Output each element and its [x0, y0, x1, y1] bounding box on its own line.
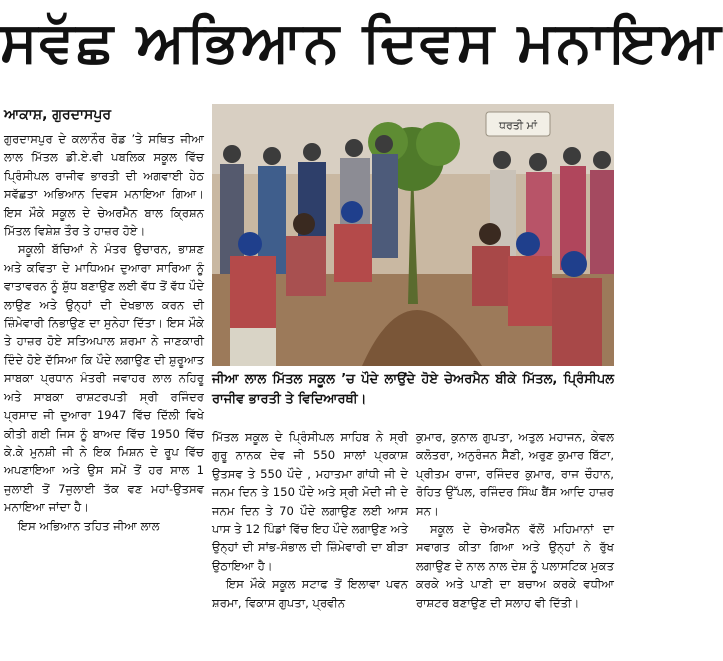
- article-column-middle: [212, 428, 408, 655]
- photo-caption: ਜੀਆ ਲਾਲ ਮਿੱਤਲ ਸਕੂਲ ’ਚ ਪੌਦੇ ਲਾਉਂਦੇ ਹੋਏ ਚੇਅਰਮੈਨ ਬੀਕੇ ਮਿੱਤਲ, ਪ੍ਰਿੰਸੀਪਲ ਰਾਜੀਵ ਭਾਰਤੀ ਤੇ ਵਿਦਿਆਰਥੀ।: [212, 372, 614, 407]
- headline: ਸਵੱਛ ਅਭਿਆਨ ਦਿਵਸ ਮਨਾਇਆ: [0, 10, 723, 75]
- article-column-left: [4, 130, 204, 655]
- news-photo: [212, 104, 614, 366]
- photo-illustration: [212, 104, 614, 366]
- paragraph: ਇਸ ਮੌਕੇ ਸਕੂਲ ਸਟਾਫ ਤੋਂ ਇਲਾਵਾ ਪਵਨ ਸ਼ਰਮਾ, ਵਿਕਾਸ ਗੁਪਤਾ, ਪ੍ਰਵੀਨ: [212, 577, 408, 610]
- paragraph: ਸਕੂਲੀ ਬੱਚਿਆਂ ਨੇ ਮੰਤਰ ਉਚਾਰਨ, ਭਾਸ਼ਣ ਅਤੇ ਕਵਿਤਾ ਦੇ ਮਾਧਿਅਮ ਦੁਆਰਾ ਸਾਰਿਆ ਨੂੰ ਵਾਤਾਵਰਨ ਨੂੰ ਸ਼ੁੱਧ ਬਣਾਉਣ ਲਈ ਵੱਧ ਤੋਂ ਵੱਧ ਪੌਦੇ ਲਾਉਣ ਅਤੇ ਉਨ੍ਹਾਂ ਦੀ ਦੇਖਭਾਲ ਕਰਨ ਦੀ ਜ਼ਿੰਮੇਵਾਰੀ ਨਿਭਾਉਣ ਦਾ ਸੁਨੇਹਾ ਦਿੱਤਾ। ਇਸ ਮੌਕੇ ਤੇ ਹਾਜ਼ਰ ਹੋਏ ਸਤਿਅਪਾਲ ਸ਼ਰਮਾ ਨੇ ਜਾਣਕਾਰੀ ਦਿੰਦੇ ਹੋਏ ਦੱਸਿਆ ਕਿ ਪੌਦੇ ਲਗਾਉਣ ਦੀ ਸ਼ੁਰੂਆਤ ਸਾਬਕਾ ਪ੍ਰਧਾਨ ਮੰਤਰੀ ਜਵਾਹਰ ਲਾਲ ਨਹਿਰੂ ਅਤੇ ਸਾਬਕਾ ਰਾਸ਼ਟਰਪਤੀ ਸ੍ਰੀ ਰਜਿੰਦਰ ਪ੍ਰਸਾਦ ਜੀ ਦੁਆਰਾ 1947 ਵਿੱਚ ਦਿੱਲੀ ਵਿਖੇ ਕੀਤੀ ਗਈ ਜਿਸ ਨੂੰ ਬਾਅਦ ਵਿੱਚ 1950 ਵਿੱਚ ਕੇ.ਕੇ ਮੁਨਸ਼ੀ ਜੀ ਨੇ ਇਕ ਮਿਸ਼ਨ ਦੇ ਰੂਪ ਵਿੱਚ ਅਪਣਾਇਆ ਅਤੇ ਉਸ ਸਮੇਂ ਤੋਂ ਹਰ ਸਾਲ 1 ਜੁਲਾਈ ਤੋਂ 7ਜੁਲਾਈ ਤੱਕ ਵਣ ਮਹਾਂ-ਉਤਸਵ ਮਨਾਇਆ ਜਾਂਦਾ ਹੈ।: [4, 242, 204, 515]
- paragraph: ਮਿੱਤਲ ਸਕੂਲ ਦੇ ਪ੍ਰਿੰਸੀਪਲ ਸਾਹਿਬ ਨੇ ਸ੍ਰੀ ਗੁਰੂ ਨਾਨਕ ਦੇਵ ਜੀ 550 ਸਾਲਾਂ ਪ੍ਰਕਾਸ਼ ਉਤਸਵ ਤੇ 550 ਪੌਦੇ , ਮਹਾਤਮਾ ਗਾਂਧੀ ਜੀ ਦੇ ਜਨਮ ਦਿਨ ਤੇ 150 ਪੌਦੇ ਅਤੇ ਸ੍ਰੀ ਮੋਦੀ ਜੀ ਦੇ ਜਨਮ ਦਿਨ ਤੇ 70 ਪੌਦੇ ਲਗਾਉਣ ਲਈ ਆਸ ਪਾਸ ਤੇ 12 ਪਿੰਡਾਂ ਵਿੱਚ ਇਹ ਪੌਦੇ ਲਗਾਉਣ ਅਤੇ ਉਨ੍ਹਾਂ ਦੀ ਸਾਂਭ-ਸੰਭਾਲ ਦੀ ਜ਼ਿੰਮੇਵਾਰੀ ਦਾ ਬੀੜਾ ਉਠਾਇਆ ਹੈ।: [212, 430, 408, 573]
- photo-sign-text: ਧਰਤੀ ਮਾਂ: [499, 119, 537, 132]
- byline: ਆਕਾਸ਼, ਗੁਰਦਾਸਪੁਰ: [4, 107, 112, 123]
- paragraph: ਸਕੂਲ ਦੇ ਚੇਅਰਮੈਨ ਵੱਲੋਂ ਮਹਿਮਾਨਾਂ ਦਾ ਸਵਾਗਤ ਕੀਤਾ ਗਿਆ ਅਤੇ ਉਨ੍ਹਾਂ ਨੇ ਰੁੱਖ ਲਗਾਉਣ ਦੇ ਨਾਲ ਨਾਲ ਦੇਸ਼ ਨੂੰ ਪਲਾਸਟਿਕ ਮੁਕਤ ਕਰਕੇ ਅਤੇ ਪਾਣੀ ਦਾ ਬਚਾਅ ਕਰਕੇ ਵਧੀਆ ਰਾਸ਼ਟਰ ਬਣਾਉਣ ਦੀ ਸਲਾਹ ਵੀ ਦਿੱਤੀ।: [416, 522, 614, 610]
- article-column-right: [416, 428, 614, 655]
- paragraph: ਇਸ ਅਭਿਆਨ ਤਹਿਤ ਜੀਆ ਲਾਲ: [18, 518, 160, 533]
- paragraph: ਗੁਰਦਾਸਪੁਰ ਦੇ ਕਲਾਨੌਰ ਰੋਡ ’ਤੇ ਸਥਿਤ ਜੀਆ ਲਾਲ ਮਿੱਤਲ ਡੀ.ਏ.ਵੀ ਪਬਲਿਕ ਸਕੂਲ ਵਿੱਚ ਪ੍ਰਿੰਸੀਪਲ ਰਾਜੀਵ ਭਾਰਤੀ ਦੀ ਅਗਵਾਈ ਹੇਠ ਸਵੱਛਤਾ ਅਭਿਆਨ ਦਿਵਸ ਮਨਾਇਆ ਗਿਆ। ਇਸ ਮੌਕੇ ਸਕੂਲ ਦੇ ਚੇਅਰਮੈਨ ਬਾਲ ਕ੍ਰਿਸ਼ਨ ਮਿੱਤਲ ਵਿਸ਼ੇਸ਼ ਤੌਰ ਤੇ ਹਾਜ਼ਰ ਹੋਏ।: [4, 132, 204, 239]
- paragraph: ਕੁਮਾਰ, ਕੁਨਾਲ ਗੁਪਤਾ, ਅਤੁਲ ਮਹਾਜਨ, ਕੇਵਲ ਕਲੋਤਰਾ, ਅਨੁਰੰਜਨ ਸੈਣੀ, ਅਰੁਣ ਕੁਮਾਰ ਬਿੱਟਾ, ਪ੍ਰੀਤਮ ਰਾਜਾ, ਰਜਿੰਦਰ ਕੁਮਾਰ, ਰਾਜ ਚੌਹਾਨ, ਰੋਹਿਤ ਉੱਪਲ, ਰਜਿੰਦਰ ਸਿੰਘ ਬੈਂਸ ਆਦਿ ਹਾਜ਼ਰ ਸਨ।: [416, 430, 614, 518]
